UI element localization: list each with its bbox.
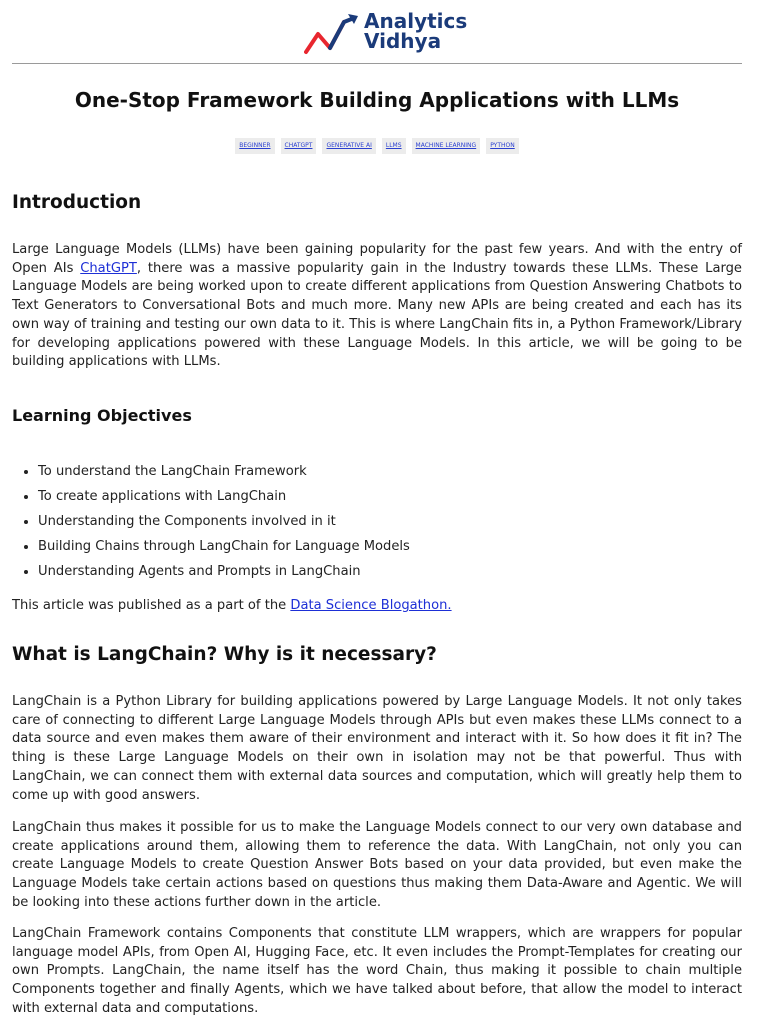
tag-llms[interactable]: LLMS (382, 138, 406, 154)
header-divider (12, 63, 742, 64)
list-item: • Understanding Agents and Prompts in LangChain (38, 559, 410, 584)
list-item: • To create applications with LangChain (38, 484, 410, 509)
blogathon-link[interactable]: Data Science Blogathon. (290, 598, 452, 613)
tag-chatgpt[interactable]: CHATGPT (281, 138, 317, 154)
logo-wordmark (364, 11, 467, 51)
list-item: • Building Chains through LangChain for Language Models (38, 534, 410, 559)
intro-text-end: , there was a massive popularity gain in the Industry towards these LLMs. These Large Language Models are being worked upon to create different applications from Question Answering Chatbots to Text Generators to Conversational Bots and much more. Many new APIs are being created and each has its own way of training and testing our own data to it. This is where LangChain fits in, a Python Framework/Library for developing applications powered with these Language Models. In this article, we will be going to be building applications with LLMs. (12, 260, 742, 370)
logo-line-analytics: Analytics (364, 9, 468, 33)
tag-list (12, 138, 742, 154)
site-logo[interactable] (294, 8, 494, 56)
intro-text-start: Large Language Models (LLMs) have been gaining popularity for the past few years. And with the entry of Open AIs (12, 242, 742, 276)
langchain-paragraph-2: LangChain thus makes it possible for us to make the Language Models connect to our very own database and create applications around them, allowing them to reference the data. With LangChain, not only you can create Language Models to create Question Answer Bots based on your data provided, but even make the Language Models take certain actions based on questions thus making them Data-Aware and Agentic. We will be looking into these actions further down in the article. (12, 820, 742, 910)
chatgpt-link[interactable]: ChatGPT (80, 260, 137, 276)
langchain-paragraph-1: LangChain is a Python Library for building applications powered by Large Language Models. It not only takes care of connecting to different Large Language Models through APIs but even makes these LLMs connect to a data source and even makes them aware of their environment and interact with it. So how does it fit in? The thing is these Large Language Models on their own in isolation may not be that powerful. Thus with LangChain, we can connect them with external data sources and computation, which will greatly help them to come up with good answers. (12, 694, 742, 803)
published-text: This article was published as a part of the (12, 598, 291, 613)
langchain-paragraph-3: LangChain Framework contains Components that constitute LLM wrappers, which are wrappers for popular language model APIs, from Open AI, Hugging Face, etc. It even includes the Prompt-Templates for creating our own Prompts. LangChain, the name itself has the word Chain, thus making it possible to chain multiple Components together and finally Agents, which we have talked about before, that allow the model to interact with external data and computations. (12, 926, 742, 1016)
article-title: One-Stop Framework Building Applications with LLMs (74, 88, 680, 112)
heading-introduction: Introduction (12, 192, 142, 213)
analytics-vidhya-logo-icon (304, 12, 360, 58)
tag-beginner[interactable]: BEGINNER (235, 138, 274, 154)
list-item: • To understand the LangChain Framework (38, 459, 410, 484)
published-note (12, 597, 742, 616)
logo-line-vidhya: Vidhya (364, 29, 442, 53)
heading-learning-objectives: Learning Objectives (12, 406, 192, 425)
tag-python[interactable]: PYTHON (486, 138, 519, 154)
tag-machine-learning[interactable]: MACHINE LEARNING (412, 138, 481, 154)
heading-what-is-langchain: What is LangChain? Why is it necessary? (12, 644, 437, 665)
list-item: • Understanding the Components involved in it (38, 509, 410, 534)
objectives-list (12, 459, 410, 584)
intro-paragraph (12, 241, 742, 372)
tag-generative-ai[interactable]: GENERATIVE AI (322, 138, 375, 154)
